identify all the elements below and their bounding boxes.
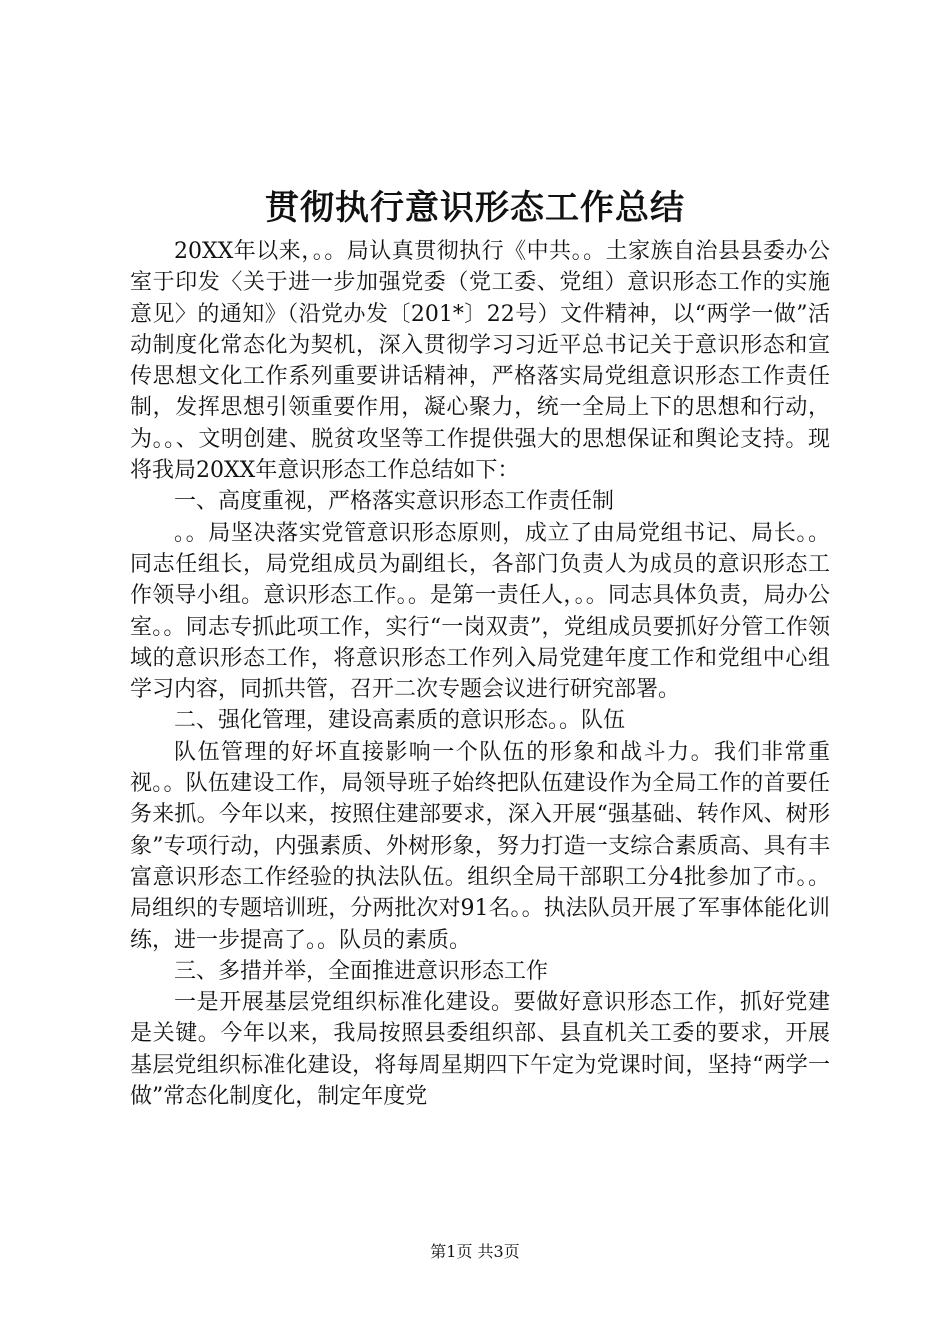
section-heading-2: 二、强化管理，建设高素质的意识形态。。队伍 (174, 708, 626, 734)
section-heading-1: 一、高度重视，严格落实意识形态工作责任制 (174, 489, 615, 515)
section-3-paragraph: 一是开展基层党组织标准化建设。要做好意识形态工作，抓好党建是关键。今年以来，我局按照县委组织部、县直机关工委的要求，开展基层党组织标准化建设，将每周星期四下午定为党课时间，坚持“两学一做”常态化制度化，制定年度党 (130, 990, 830, 1110)
section-heading-3: 三、多措并举，全面推进意识形态工作 (174, 958, 549, 984)
section-1-paragraph: 。。局坚决落实党管意识形态原则，成立了由局党组书记、局长。。同志任组长，局党组成员为副组长，各部门负责人为成员的意识形态工作领导小组。意识形态工作。。是第一责任人，。。同志具体负责，局办公室。。同志专抓此项工作，实行“一岗双责”，党组成员要抓好分管工作领域的意识形态工作，将意识形态工作列入局党建年度工作和党组中心组学习内容，同抓共管，召开二次专题会议进行研究部署。 (130, 520, 830, 703)
document-title: 贯彻执行意识形态工作总结 (265, 188, 685, 228)
document-body (130, 236, 830, 1112)
section-2-paragraph: 队伍管理的好坏直接影响一个队伍的形象和战斗力。我们非常重视。。队伍建设工作，局领导班子始终把队伍建设作为全局工作的首要任务来抓。今年以来，按照住建部要求，深入开展“强基础、转作风、树形象”专项行动，内强素质、外树形象，努力打造一支综合素质高、具有丰富意识形态工作经验的执法队伍。组织全局干部职工分4批参加了市。。局组织的专题培训班，分两批次对91名。。执法队员开展了军事体能化训练，进一步提高了。。队员的素质。 (130, 739, 830, 953)
page-footer: 第1页 共3页 (430, 1242, 520, 1261)
intro-paragraph: 20XX年以来，。。局认真贯彻执行《中共。。土家族自治县县委办公室于印发〈关于进一步加强党委（党工委、党组）意识形态工作的实施意见〉的通知》（沿党办发〔201*〕22号）文件精神，以“两学一做”活动制度化常态化为契机，深入贯彻学习习近平总书记关于意识形态和宣传思想文化工作系列重要讲话精神，严格落实局党组意识形态工作责任制，发挥思想引领重要作用，凝心聚力，统一全局上下的思想和行动，为。。、文明创建、脱贫攻坚等工作提供强大的思想保证和舆论支持。现将我局20XX年意识形态工作总结如下： (130, 239, 830, 484)
